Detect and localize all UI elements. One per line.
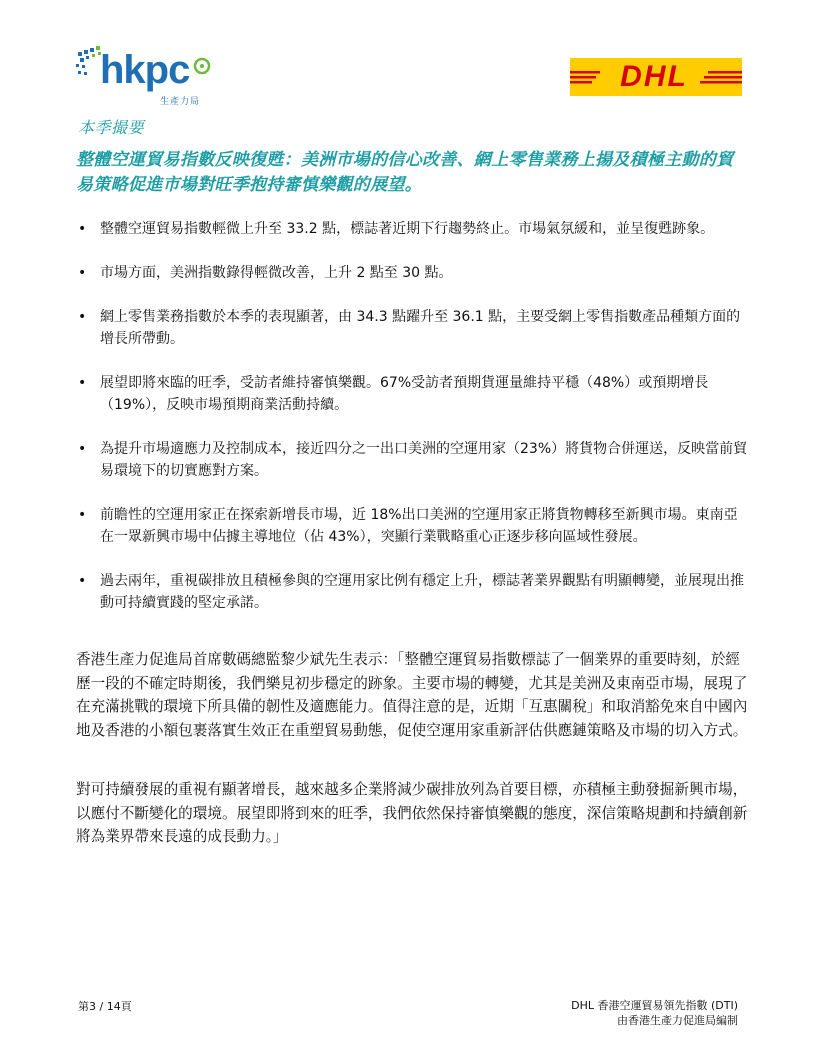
bullet-text: 整體空運貿易指數輕微上升至 33.2 點，標誌著近期下行趨勢終止。市場氣氛緩和，並呈復甦跡象。 <box>100 221 715 237</box>
footer-credits <box>571 998 738 1028</box>
bullet-icon: • <box>78 507 87 523</box>
dhl-logo <box>570 58 742 96</box>
closing-paragraph: 對可持續發展的重視有顯著增長，越來越多企業將減少碳排放列為首要目標，亦積極主動發掘新興市場，以應付不斷變化的環境。展望即將到來的旺季，我們依然保持審慎樂觀的態度，深信策略規劃和持續創新將為業界帶來長遠的成長動力。」 <box>76 781 748 845</box>
bullet-text: 展望即將來臨的旺季，受訪者維持審慎樂觀。67%受訪者預期貨運量維持平穩（48%）或預期增長（19%），反映市場預期商業活動持續。 <box>100 375 709 413</box>
list-item <box>78 504 748 548</box>
list-item <box>78 570 748 614</box>
page-number: 第3 / 14頁 <box>78 1000 132 1013</box>
bullet-icon: • <box>78 573 87 589</box>
compiled-by: 由香港生產力促進局編制 <box>617 1014 738 1027</box>
list-item <box>78 372 748 416</box>
bullet-icon: • <box>78 265 87 281</box>
list-item <box>78 306 748 350</box>
bullet-text: 網上零售業務指數於本季的表現顯著，由 34.3 點躍升至 36.1 點，主要受網上零售指數產品種類方面的增長所帶動。 <box>100 309 741 347</box>
list-item <box>78 438 748 482</box>
bullet-text: 過去兩年，重視碳排放且積極參與的空運用家比例有穩定上升，標誌著業界觀點有明顯轉變，並展現出推動可持續實踐的堅定承諾。 <box>100 573 744 611</box>
bullet-icon: • <box>78 441 87 457</box>
bullet-icon: • <box>78 221 87 237</box>
bullet-text: 為提升市場適應力及控制成本，接近四分之一出口美洲的空運用家（23%）將貨物合併運送，反映當前貿易環境下的切實應對方案。 <box>100 441 748 479</box>
highlights-list <box>78 218 748 636</box>
report-title: DHL 香港空運貿易領先指數 (DTI) <box>571 999 738 1012</box>
bullet-icon: • <box>78 375 87 391</box>
hkpc-logo-text: hkpc <box>100 48 190 92</box>
hkpc-logo <box>76 44 221 110</box>
list-item <box>78 218 748 240</box>
hkpc-logo-subtitle: 生產力局 <box>160 97 201 107</box>
bullet-text: 市場方面，美洲指數錄得輕微改善，上升 2 點至 30 點。 <box>100 265 453 281</box>
headline: 整體空運貿易指數反映復甦：美洲市場的信心改善、網上零售業務上揚及積極主動的貿易策略促進市場對旺季抱持審慎樂觀的展望。 <box>76 150 734 195</box>
section-label: 本季撮要 <box>78 118 145 137</box>
quote-paragraph: 香港生產力促進局首席數碼總監黎少斌先生表示：「整體空運貿易指數標誌了一個業界的重要時刻，於經歷一段的不確定時期後，我們樂見初步穩定的跡象。主要市場的轉變，尤其是美洲及東南亞市場，展現了在充滿挑戰的環境下所具備的韌性及適應能力。值得注意的是，近期「互惠關稅」和取消豁免來自中國內地及香港的小額包裹落實生效正在重塑貿易動態，促使空運用家重新評估供應鏈策略及市場的切入方式。 <box>76 651 748 739</box>
bullet-text: 前瞻性的空運用家正在探索新增長市場，近 18%出口美洲的空運用家正將貨物轉移至新興市場。東南亞在一眾新興市場中佔據主導地位（佔 43%），突顯行業戰略重心正逐步移向區域性發展。 <box>100 507 738 545</box>
list-item <box>78 262 748 284</box>
dhl-logo-text: DHL <box>620 60 688 93</box>
bullet-icon: • <box>78 309 87 325</box>
